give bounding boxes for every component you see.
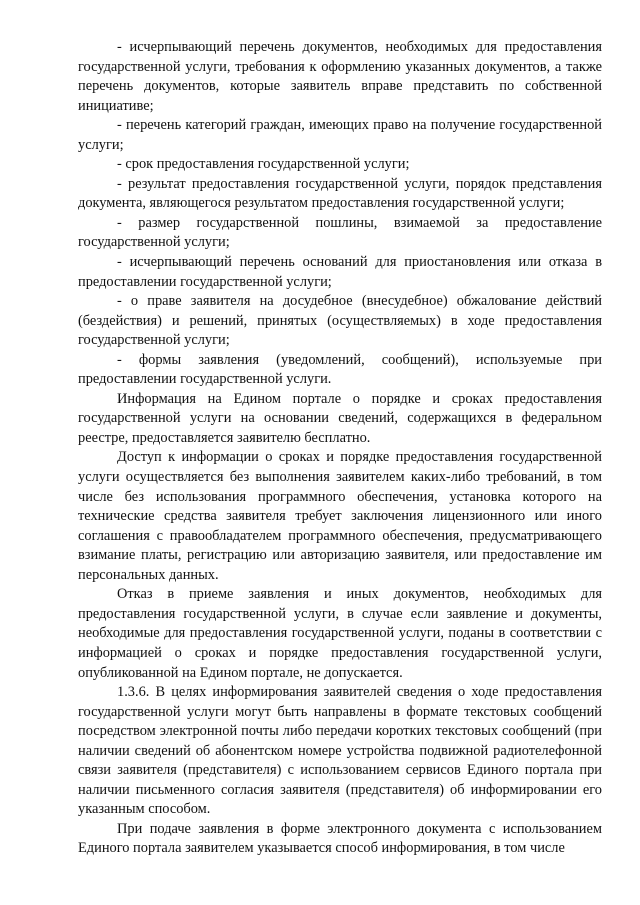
- document-body: [78, 38, 602, 859]
- paragraph-electronic-submission: При подаче заявления в форме электронного документа с использованием Единого портала заявителем указывается способ информирования, в том числе: [78, 820, 602, 857]
- paragraph-refusal-grounds: - исчерпывающий перечень оснований для приостановления или отказа в предоставлении государственной услуги;: [78, 254, 602, 290]
- paragraph-section-1-3-6: 1.3.6. В целях информирования заявителей сведения о ходе предоставления государственной услуги могут быть направлены в формате текстовых сообщений посредством электронной почты либо передачи коротких текстовых сообщений (при наличии сведений об абонентском номере устройства подвижной радиотелефонной связи заявителя (представителя) с использованием сервисов Единого портала при наличии письменного согласия заявителя (представителя) об информировании его указанным способом.: [78, 684, 602, 818]
- paragraph-service-result: - результат предоставления государственной услуги, порядок представления документа, являющегося результатом предоставления государственной услуги;: [78, 175, 602, 212]
- paragraph-application-forms: - формы заявления (уведомлений, сообщений), используемые при предоставлении государственной услуги.: [78, 351, 602, 388]
- paragraph-citizen-categories: - перечень категорий граждан, имеющих право на получение государственной услуги;: [78, 117, 602, 153]
- paragraph-state-fee: - размер государственной пошлины, взимаемой за предоставление государственной услуги;: [78, 214, 602, 251]
- paragraph-portal-information: Информация на Едином портале о порядке и сроках предоставления государственной услуги на основании сведений, содержащихся в федеральном реестре, предоставляется заявителю бесплатно.: [78, 390, 602, 446]
- paragraph-refusal-not-allowed: Отказ в приеме заявления и иных документов, необходимых для предоставления государственной услуги, в случае если заявление и документы, необходимые для предоставления государственной услуги, поданы в соответствии с информацией о сроках и порядке предоставления государственной услуги, опубликованной на Едином портале, не допускается.: [78, 586, 602, 681]
- paragraph-appeal-right: - о праве заявителя на досудебное (внесудебное) обжалование действий (бездействия) и решений, принятых (осуществляемых) в ходе предоставления государственной услуги;: [78, 293, 602, 349]
- paragraph-information-access: Доступ к информации о сроках и порядке предоставления государственной услуги осуществляется без выполнения заявителем каких-либо требований, в том числе без использования программного обеспечения, установка которого на технические средства заявителя требует заключения лицензионного или иного соглашения с правообладателем программного обеспечения, предусматривающего взимание платы, регистрацию или авторизацию заявителя, или предоставление им персональных данных.: [78, 449, 602, 583]
- paragraph-service-term: - срок предоставления государственной услуги;: [117, 156, 410, 173]
- paragraph-documents-list: - исчерпывающий перечень документов, необходимых для предоставления государственной услуги, требования к оформлению указанных документов, а также перечень документов, которые заявитель вправе представить по собственной инициативе;: [78, 39, 602, 114]
